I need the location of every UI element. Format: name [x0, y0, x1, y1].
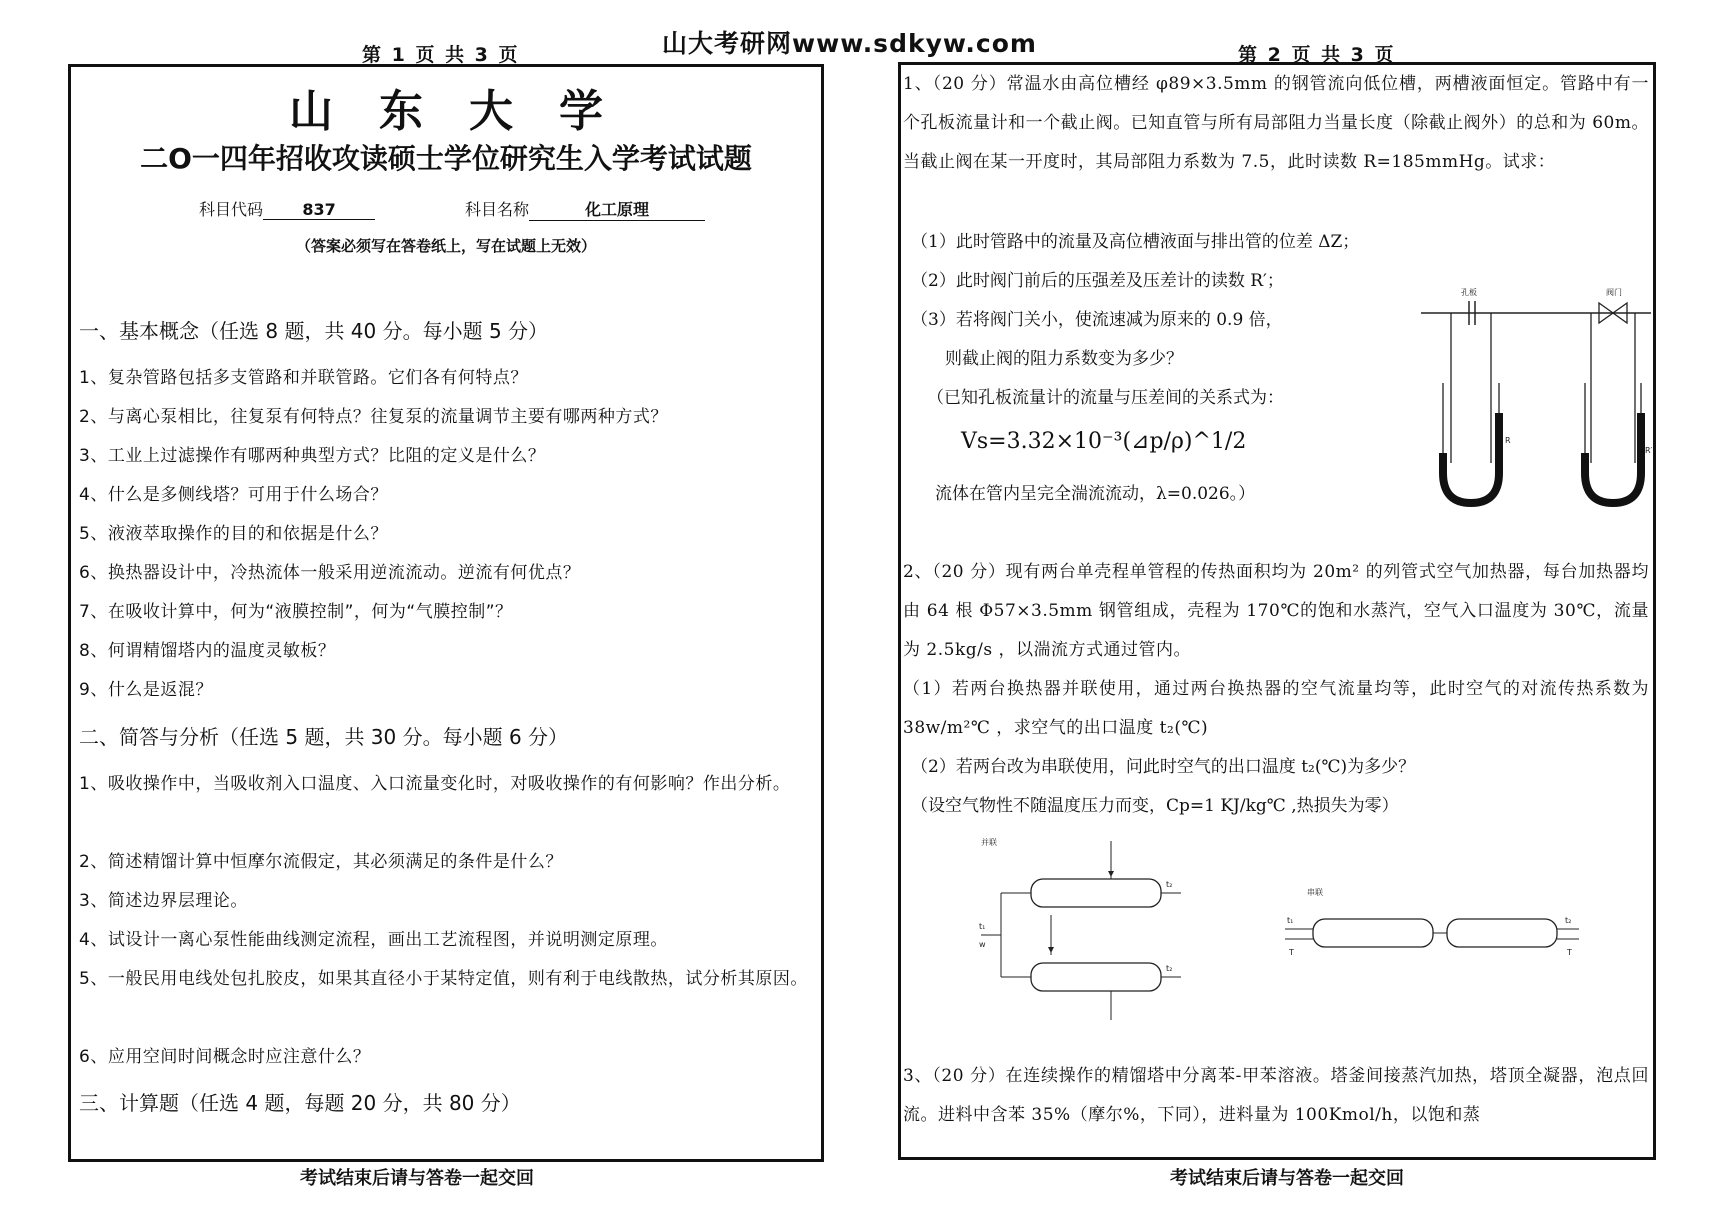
reading-r2-label: R′ [1645, 446, 1653, 455]
parallel-label: 并联 [981, 838, 997, 847]
subject-code-value: 837 [263, 200, 375, 220]
section-2-item: 4、试设计一离心泵性能曲线测定流程，画出工艺流程图，并说明测定原理。 [79, 930, 668, 950]
right-page-number: 第 2 页 共 3 页 [1238, 44, 1396, 66]
section-1-item: 3、工业上过滤操作有哪两种典型方式？比阻的定义是什么？ [79, 446, 546, 466]
question-2-text: 2、（20 分）现有两台单壳程单管程的传热面积均为 20m² 的列管式空气加热器，每台加热器均由 64 根 Φ57×3.5mm 钢管组成，壳程为 170℃的饱和水蒸汽，空气入口温度为 30℃，流量为 2.5kg/s ，以湍流方式通过管内。 [903, 562, 1649, 660]
t1-label: t₁ [979, 922, 986, 931]
reading-r-label: R [1505, 436, 1511, 445]
question-2-part-2: （2）若两台改为串联使用，问此时空气的出口温度 t₂(℃)为多少？ [911, 757, 1416, 777]
question-2-part-1: （1）若两台换热器并联使用，通过两台换热器的空气流量均等，此时空气的对流传热系数为 38w/m²℃ ，求空气的出口温度 t₂(℃) [903, 679, 1649, 738]
T-label: T [1289, 948, 1294, 957]
exchanger-a [1313, 919, 1433, 947]
question-1-flow-note: 流体在管内呈完全湍流流动，λ=0.026。） [935, 484, 1256, 504]
section-2-item: 1、吸收操作中，当吸收剂入口温度、入口流量变化时，对吸收操作的有何影响？作出分析。 [79, 774, 791, 794]
answer-notice: （答案必须写在答卷纸上，写在试题上无效） [295, 237, 596, 255]
right-footer: 考试结束后请与答卷一起交回 [1170, 1168, 1404, 1189]
orifice-formula: Vs=3.32×10⁻³(⊿p/ρ)^1/2 [961, 429, 1247, 454]
site-watermark: 山大考研网www.sdkyw.com [662, 29, 1037, 58]
parallel-diagram [961, 835, 1181, 1025]
w-label: w [979, 940, 986, 949]
left-footer: 考试结束后请与答卷一起交回 [300, 1168, 534, 1189]
section-1-heading: 一、基本概念（任选 8 题，共 40 分。每小题 5 分） [79, 319, 549, 343]
series-label: 串联 [1307, 888, 1323, 897]
subject-name-label: 科目名称 [465, 200, 530, 219]
section-1-item: 5、液液萃取操作的目的和依据是什么？ [79, 524, 388, 544]
manometer-diagram [1421, 283, 1651, 513]
left-page [68, 64, 824, 1162]
right-page [898, 62, 1656, 1160]
section-1-item: 6、换热器设计中，冷热流体一般采用逆流流动。逆流有何优点？ [79, 563, 581, 583]
exchanger-2 [1031, 963, 1161, 991]
question-1-part-3: （3）若将阀门关小，使流速减为原来的 0.9 倍， [911, 310, 1283, 330]
section-1-item: 8、何谓精馏塔内的温度灵敏板？ [79, 641, 336, 661]
question-1-known: （已知孔板流量计的流量与压差间的关系式为： [927, 388, 1284, 408]
question-1-text: 1、（20 分）常温水由高位槽经 φ89×3.5mm 的钢管流向低位槽，两槽液面恒定。管路中有一个孔板流量计和一个截止阀。已知直管与所有局部阻力当量长度（除截止阀外）的总和为 60m。当截止阀在某一开度时，其局部阻力系数为 7.5，此时读数 R=185mmHg。试求： [903, 74, 1649, 172]
question-2-note: （设空气物性不随温度压力而变，Cp=1 KJ/kg℃ ,热损失为零） [911, 796, 1399, 816]
valve-label: 阀门 [1606, 288, 1622, 297]
exam-title: 二O一四年招收攻读硕士学位研究生入学考试试题 [140, 142, 752, 175]
section-1-item: 4、什么是多侧线塔？可用于什么场合？ [79, 485, 388, 505]
section-3-heading: 三、计算题（任选 4 题，每题 20 分，共 80 分） [79, 1091, 521, 1115]
question-1-part-1: （1）此时管路中的流量及高位槽液面与排出管的位差 ΔZ； [911, 232, 1360, 252]
exchanger-1 [1031, 879, 1161, 907]
section-2-item: 6、应用空间时间概念时应注意什么？ [79, 1047, 371, 1067]
t2-label: t₂ [1166, 964, 1173, 973]
t1-label: t₁ [1287, 916, 1294, 925]
subject-code-label: 科目代码 [199, 200, 264, 219]
t2-label: t₂ [1166, 880, 1173, 889]
question-1-part-3-cont: 则截止阀的阻力系数变为多少？ [945, 349, 1183, 369]
t2-label: t₂ [1565, 916, 1572, 925]
section-2-item: 5、一般民用电线处包扎胶皮，如果其直径小于某特定值，则有利于电线散热，试分析其原因。 [79, 969, 808, 989]
question-3-text: 3、（20 分）在连续操作的精馏塔中分离苯-甲苯溶液。塔釜间接蒸汽加热，塔顶全凝器，泡点回流。进料中含苯 35%（摩尔%，下同），进料量为 100Kmol/h，以饱和蒸 [903, 1066, 1649, 1125]
section-1-item: 1、复杂管路包括多支管路和并联管路。它们各有何特点？ [79, 368, 528, 388]
section-1-item: 7、在吸收计算中，何为“液膜控制”，何为“气膜控制”？ [79, 602, 513, 622]
right-u-tube [1585, 413, 1641, 503]
section-2-item: 3、简述边界层理论。 [79, 891, 248, 911]
series-diagram [1281, 885, 1581, 965]
orifice-label: 孔板 [1461, 288, 1477, 297]
section-2-heading: 二、简答与分析（任选 5 题，共 30 分。每小题 6 分） [79, 725, 569, 749]
section-1-item: 2、与离心泵相比，往复泵有何特点？往复泵的流量调节主要有哪两种方式？ [79, 407, 668, 427]
university-name: 山东大学 [289, 86, 649, 137]
subject-code [199, 197, 375, 220]
exchanger-b [1447, 919, 1557, 947]
subject-name [465, 197, 705, 221]
section-1-item: 9、什么是返混？ [79, 680, 213, 700]
left-page-number: 第 1 页 共 3 页 [362, 44, 520, 66]
T-label: T [1567, 948, 1572, 957]
subject-name-value: 化工原理 [529, 197, 705, 221]
section-2-item: 2、简述精馏计算中恒摩尔流假定，其必须满足的条件是什么？ [79, 852, 563, 872]
question-1-part-2: （2）此时阀门前后的压强差及压差计的读数 R′； [911, 271, 1284, 291]
